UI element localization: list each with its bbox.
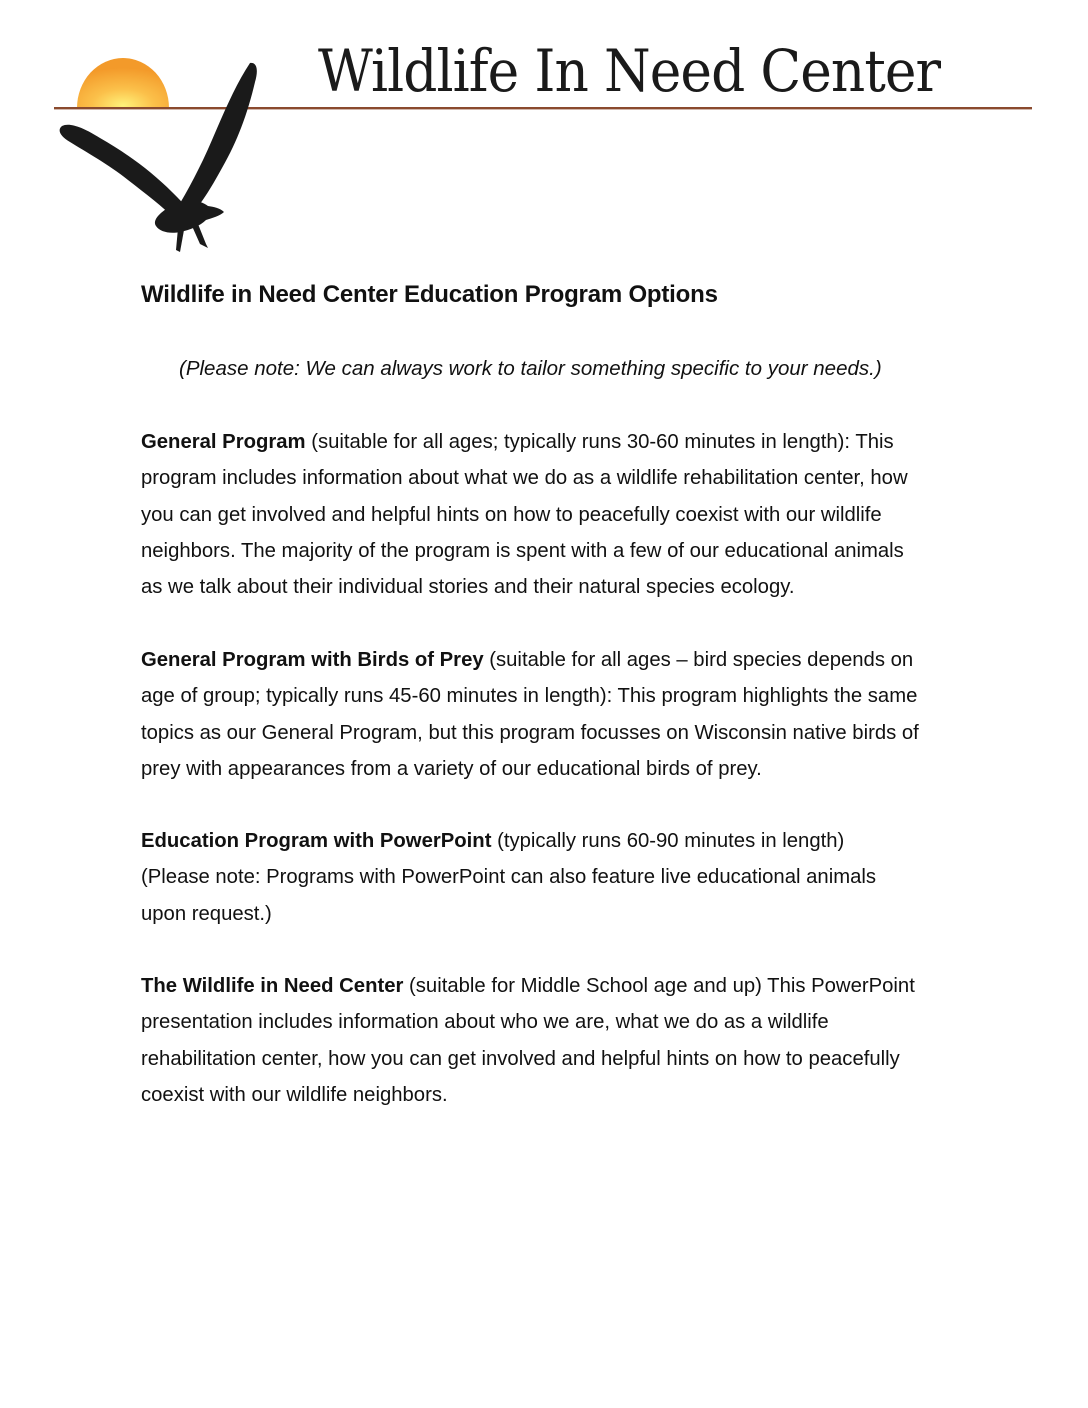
program-text-line: program includes information about what we do as a wildlife rehabilitation center, how	[141, 467, 908, 490]
program-text-line: presentation includes information about who we are, what we do as a wildlife	[141, 1011, 829, 1034]
program-first-line	[141, 823, 971, 859]
sun-icon	[77, 58, 169, 108]
program-first-line	[141, 968, 971, 1004]
program-text: (typically runs 60-90 minutes in length)	[491, 830, 845, 852]
program-text-line: (Please note: Programs with PowerPoint can also feature live educational animals	[141, 866, 877, 889]
header-rule	[54, 107, 1032, 109]
program-text-line: neighbors. The majority of the program is spent with a few of our educational animals	[141, 539, 904, 562]
program-text-line: rehabilitation center, how you can get involved and helpful hints on how to peacefully	[141, 1047, 900, 1070]
program-heading: General Program with Birds of Prey	[141, 649, 484, 671]
program-text-line: age of group; typically runs 45-60 minutes in length): This program highlights the same	[141, 685, 918, 708]
program-birds-of-prey	[141, 642, 971, 787]
tailor-note: (Please note: We can always work to tailor something specific to your needs.)	[179, 357, 882, 380]
program-text-line: as we talk about their individual stories and their natural species ecology.	[141, 576, 795, 599]
program-first-line	[141, 424, 971, 460]
program-text-line: upon request.)	[141, 902, 272, 925]
program-first-line	[141, 642, 971, 678]
page-title: Wildlife in Need Center Education Program Options	[141, 281, 718, 308]
program-text-line: coexist with our wildlife neighbors.	[141, 1083, 448, 1106]
program-general	[141, 424, 971, 605]
program-text: (suitable for all ages – bird species depends on	[483, 649, 914, 671]
letterhead	[0, 0, 1088, 270]
program-heading: The Wildlife in Need Center	[141, 975, 404, 997]
program-powerpoint	[141, 823, 971, 932]
program-center-presentation	[141, 968, 971, 1113]
program-text: (suitable for Middle School age and up) This PowerPoint	[403, 975, 915, 997]
program-text: (suitable for all ages; typically runs 30-60 minutes in length): This	[305, 431, 894, 453]
program-text-line: topics as our General Program, but this program focusses on Wisconsin native birds of	[141, 721, 919, 744]
program-text-line: you can get involved and helpful hints on how to peacefully coexist with our wildlife	[141, 503, 882, 526]
program-heading: General Program	[141, 431, 306, 453]
program-heading: Education Program with PowerPoint	[141, 830, 492, 852]
program-text-line: prey with appearances from a variety of our educational birds of prey.	[141, 757, 762, 780]
org-name-wordmark: Wildlife In Need Center	[318, 37, 941, 105]
